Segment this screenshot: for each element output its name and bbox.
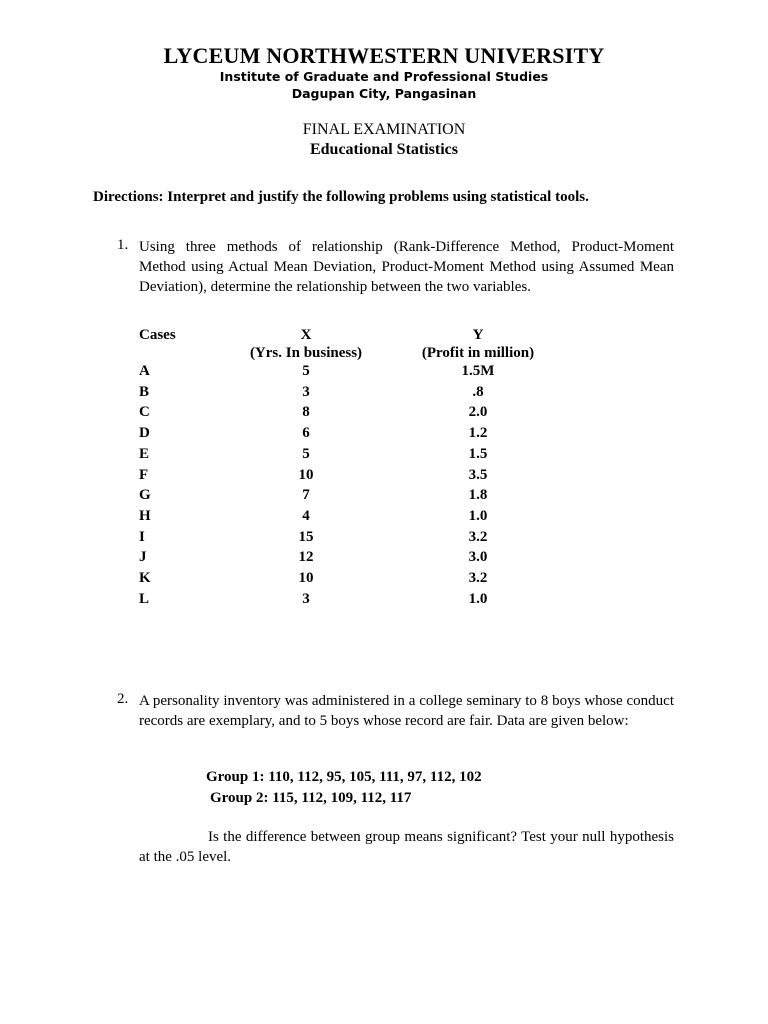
table-cell-y: 1.0 — [468, 508, 488, 524]
table-cell-x: 6 — [302, 425, 310, 441]
table-cell-x: 5 — [302, 363, 310, 379]
directions-text: Directions: Interpret and justify the following problems using statistical tools. — [93, 189, 589, 205]
table-cell-y: 1.5M — [461, 363, 495, 379]
university-name: LYCEUM NORTHWESTERN UNIVERSITY — [163, 43, 605, 68]
table-cell-case: I — [139, 529, 145, 545]
table-cell-case: J — [139, 549, 147, 565]
table-cell-case: K — [139, 570, 151, 586]
table-header-x: X — [300, 327, 312, 343]
table-cell-y: 1.0 — [468, 591, 488, 607]
group-1-data: Group 1: 110, 112, 95, 105, 111, 97, 112, 102 — [206, 769, 482, 785]
table-header-cases: Cases — [139, 327, 176, 343]
table-cell-y: 3.2 — [468, 570, 488, 586]
table-cell-x: 4 — [302, 508, 310, 524]
table-cell-x: 10 — [298, 467, 314, 483]
table-cell-x: 3 — [302, 591, 310, 607]
problem-1-text: Using three methods of relationship (Rank-Difference Method, Product-Moment Method using Actual Mean Deviation, Product-Moment Method using Assumed Mean Deviation), determine the relationship between the two variables. — [139, 239, 674, 295]
table-cell-y: 3.2 — [468, 529, 488, 545]
institute-name: Institute of Graduate and Professional Studies — [219, 69, 549, 84]
table-cell-case: H — [139, 508, 151, 524]
table-cell-y: 3.5 — [468, 467, 488, 483]
table-header-y: Y — [472, 327, 484, 343]
table-cell-case: L — [139, 591, 150, 607]
table-cell-x: 12 — [298, 549, 314, 565]
table-cell-x: 7 — [302, 487, 310, 503]
table-cell-case: B — [139, 384, 150, 400]
problem-1-number: 1. — [117, 237, 129, 253]
table-cell-y: 3.0 — [468, 549, 488, 565]
table-cell-y: 2.0 — [468, 404, 488, 420]
problem-2-question-text: Is the difference between group means significant? Test your null hypothesis at the .05 level. — [139, 829, 674, 865]
table-cell-y: .8 — [472, 384, 484, 400]
table-cell-x: 5 — [302, 446, 310, 462]
table-cell-case: E — [139, 446, 150, 462]
table-cell-case: F — [139, 467, 149, 483]
table-cell-case: D — [139, 425, 150, 441]
table-cell-x: 15 — [298, 529, 314, 545]
table-cell-x: 8 — [302, 404, 310, 420]
table-cell-y: 1.2 — [468, 425, 488, 441]
table-cell-x: 3 — [302, 384, 310, 400]
problem-2-number: 2. — [117, 691, 129, 707]
exam-title: FINAL EXAMINATION — [302, 121, 466, 138]
table-cell-y: 1.8 — [468, 487, 488, 503]
table-cell-x: 10 — [298, 570, 314, 586]
institute-location: Dagupan City, Pangasinan — [291, 86, 477, 101]
problem-2-question — [139, 827, 674, 867]
table-cell-case: G — [139, 487, 151, 503]
table-header-x-sub: (Yrs. In business) — [249, 345, 363, 361]
course-title: Educational Statistics — [309, 141, 458, 158]
table-cell-case: A — [139, 363, 150, 379]
table-cell-y: 1.5 — [468, 446, 488, 462]
group-2-data: Group 2: 115, 112, 109, 112, 117 — [210, 790, 412, 806]
table-header-y-sub: (Profit in million) — [421, 345, 535, 361]
problem-2-text: A personality inventory was administered in a college seminary to 8 boys whose conduct records are exemplary, and to 5 boys whose record are fair. Data are given below: — [139, 693, 674, 729]
table-cell-case: C — [139, 404, 150, 420]
